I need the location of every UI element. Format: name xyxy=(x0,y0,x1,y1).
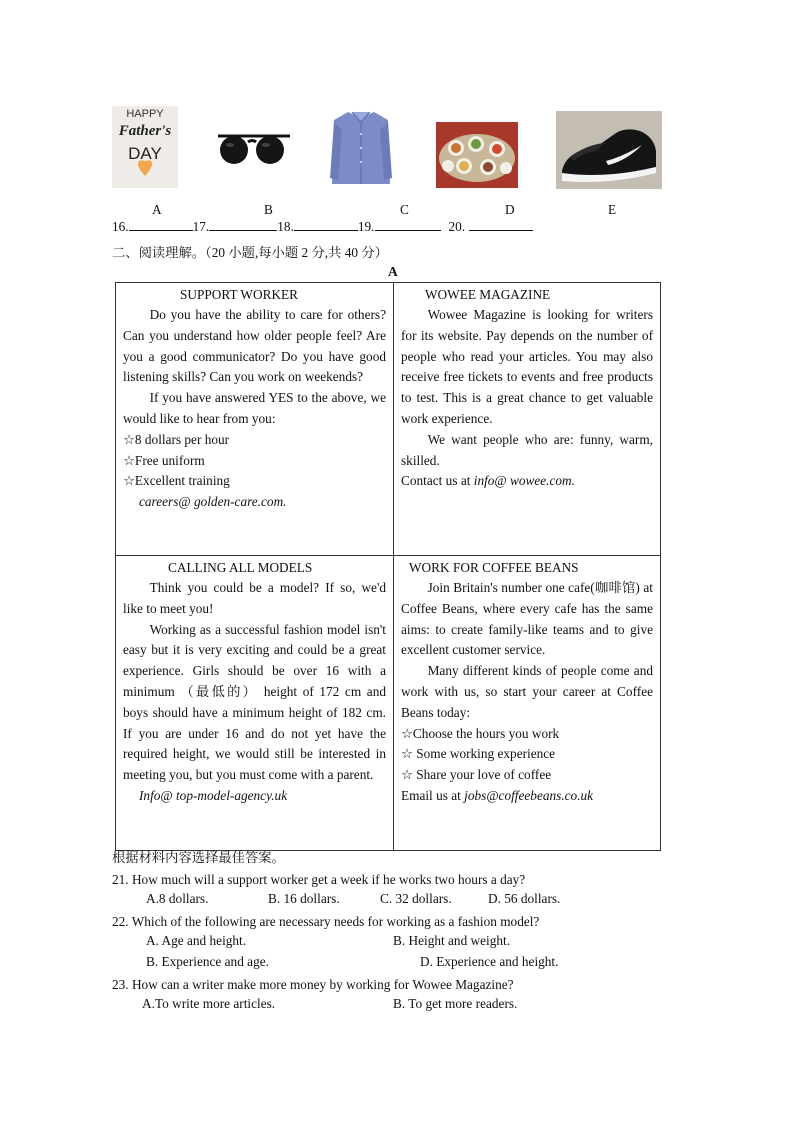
blank-label-16: 16. xyxy=(112,219,129,234)
ad-wowee-magazine xyxy=(394,283,661,556)
answer-blank-17[interactable] xyxy=(209,218,277,231)
option-21-d[interactable]: D. 56 dollars. xyxy=(488,891,561,906)
ad-paragraph: We want people who are: funny, warm, skilled. xyxy=(401,431,653,468)
option-21-b[interactable]: B. 16 dollars. xyxy=(268,891,340,906)
ad-list-item: ☆ Share your love of coffee xyxy=(401,767,552,783)
answer-blank-16[interactable] xyxy=(129,218,193,231)
ad-list-item: ☆ Some working experience xyxy=(401,746,556,762)
ad-title: WOWEE MAGAZINE xyxy=(425,287,551,302)
ad-list-item: ☆Excellent training xyxy=(123,473,230,489)
ad-support-worker xyxy=(116,283,394,556)
card-line-1: HAPPY xyxy=(126,108,164,120)
ad-paragraph: Join Britain's number one cafe(咖啡馆) at Coffee Beans, where every cafe has the same aims: to create family-like teams and to give excellent customer service. xyxy=(401,580,653,658)
ad-paragraph: Wowee Magazine is looking for writers for its website. Pay depends on the number of people who read your articles. You may also receive free tickets to events and free products to test. This is a great chance to get valuable work experience. xyxy=(401,307,653,426)
question-23: 23. How can a writer make more money by working for Wowee Magazine? xyxy=(112,977,514,992)
blank-label-19: 19. xyxy=(357,219,375,234)
ad-email-link[interactable]: Info@ top-model-agency.uk xyxy=(139,787,288,803)
ad-paragraph: Many different kinds of people come and work with us, so start your career at Coffee Beans today: xyxy=(401,663,653,720)
section-title: 二、阅读理解。（20 小题,每小题 2 分,共 40 分） xyxy=(112,245,388,260)
answer-blank-19[interactable] xyxy=(375,218,441,231)
ad-email-link[interactable]: info@ wowee.com. xyxy=(473,473,575,489)
instruction: 根据材料内容选择最佳答案。 xyxy=(112,850,285,865)
answer-blank-18[interactable] xyxy=(294,218,358,231)
ad-list-item: ☆Free uniform xyxy=(123,452,205,468)
ad-title: WORK FOR COFFEE BEANS xyxy=(409,560,579,575)
email-prefix: Email us at xyxy=(401,787,465,803)
fathers-day-card-image xyxy=(112,106,178,188)
option-22-b[interactable]: B. Height and weight. xyxy=(393,933,511,948)
option-21-a[interactable]: A.8 dollars. xyxy=(146,891,209,906)
shirt-image xyxy=(330,108,392,188)
question-22: 22. Which of the following are necessary needs for working as a fashion model? xyxy=(112,914,540,929)
card-line-2: Father's xyxy=(118,123,172,139)
sunglasses-image xyxy=(214,128,294,170)
image-label-d: D xyxy=(505,202,515,217)
ad-paragraph: Do you have the ability to care for others? Can you understand how older people feel? Are you a good communicator? Do you have good listening skills? Can you work on weekends? xyxy=(123,307,386,385)
sunglasses-icon xyxy=(214,128,294,170)
blank-label-20: 20. xyxy=(448,219,466,234)
sneaker-image xyxy=(556,111,662,189)
option-22-c[interactable]: B. Experience and age. xyxy=(146,954,269,969)
image-label-e: E xyxy=(608,202,617,217)
contact-prefix: Contact us at xyxy=(401,473,474,489)
ads-table xyxy=(115,282,661,851)
ad-title: CALLING ALL MODELS xyxy=(168,560,313,575)
image-label-c: C xyxy=(400,202,409,217)
ad-paragraph: If you have answered YES to the above, we would like to hear from you: xyxy=(123,390,386,426)
ad-contact xyxy=(401,471,653,492)
option-23-a[interactable]: A.To write more articles. xyxy=(142,996,276,1011)
sneaker-icon xyxy=(556,111,662,189)
ad-paragraph: Think you could be a model? If so, we'd like to meet you! xyxy=(123,580,386,616)
card-line-3: DAY xyxy=(128,144,162,163)
ad-coffee-beans xyxy=(394,556,661,851)
question-21: 21. How much will a support worker get a week if he works two hours a day? xyxy=(112,872,526,887)
part-label: A xyxy=(388,264,398,279)
answer-blanks-row xyxy=(112,218,533,235)
dinner-image xyxy=(436,122,518,188)
ad-email-link[interactable]: careers@ golden-care.com. xyxy=(139,494,287,510)
ad-list-item: ☆Choose the hours you work xyxy=(401,725,560,741)
option-22-d[interactable]: D. Experience and height. xyxy=(420,954,559,969)
image-label-a: A xyxy=(152,202,162,217)
dinner-table-icon xyxy=(436,122,518,188)
ad-paragraph: Working as a successful fashion model isn't easy but it is very exciting and could be a great experience. Girls should be over 16 with a minimum （最低的） height of 172 cm and boys should have a minimum height of 182 cm. If you are under 16 and do not yet have the required height, we would still be interested in meeting you, but you must come with a parent. xyxy=(123,621,386,783)
option-21-c[interactable]: C. 32 dollars. xyxy=(380,891,452,906)
ad-title: SUPPORT WORKER xyxy=(180,287,299,302)
ad-contact xyxy=(401,786,653,807)
blank-label-18: 18. xyxy=(277,219,294,234)
blank-label-17: 17. xyxy=(192,219,210,234)
ad-calling-models xyxy=(116,556,394,851)
option-22-a[interactable]: A. Age and height. xyxy=(146,933,247,948)
ad-email-link[interactable]: jobs@coffeebeans.co.uk xyxy=(464,787,594,803)
image-label-b: B xyxy=(264,202,273,217)
option-23-b[interactable]: B. To get more readers. xyxy=(393,996,518,1011)
ad-list-item: ☆8 dollars per hour xyxy=(123,431,230,447)
answer-blank-20[interactable] xyxy=(469,218,533,231)
dress-shirt-icon xyxy=(330,108,392,188)
